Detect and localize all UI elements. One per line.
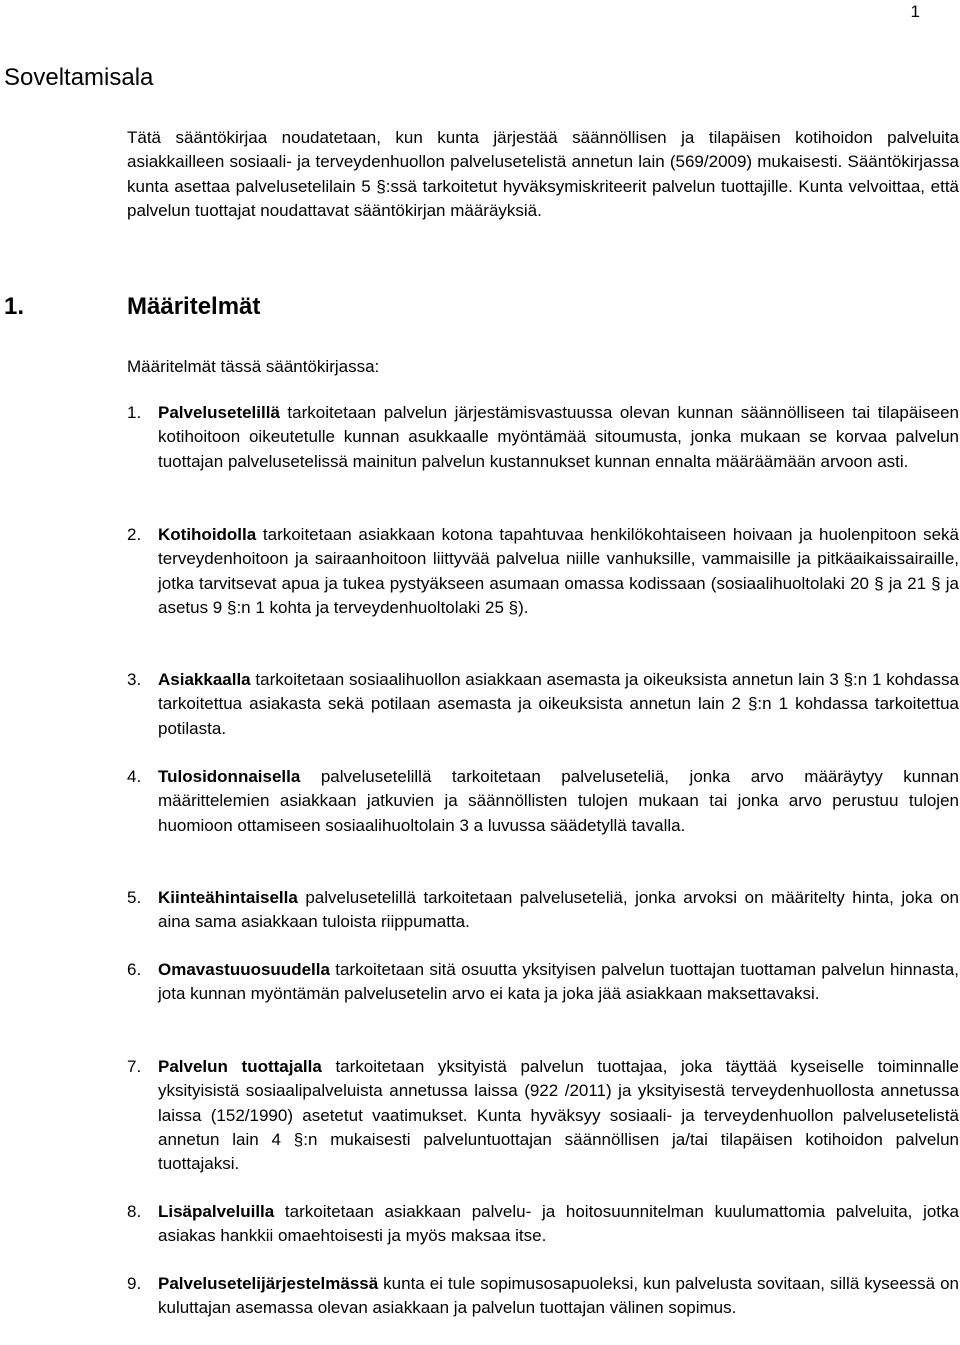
definition-term: Palvelun tuottajalla [158, 1057, 322, 1076]
section-title: Määritelmät [127, 293, 261, 320]
definition-term: Palvelusetelillä [158, 403, 280, 422]
definition-item [127, 958, 959, 1007]
definition-body [158, 958, 959, 1007]
definition-body [158, 1200, 959, 1249]
definition-number: 8. [127, 1202, 142, 1221]
definition-term: Palvelusetelijärjestelmässä [158, 1274, 379, 1293]
definition-item [127, 401, 959, 474]
definition-text: palvelusetelillä tarkoitetaan palveluseteliä, jonka arvoksi on määritelty hinta, joka on aina sama asiakkaan tuloista riippumatta. [158, 888, 959, 932]
definition-term: Omavastuuosuudella [158, 960, 330, 979]
definition-term: Kiinteähintaisella [158, 888, 298, 907]
definition-item [127, 1272, 959, 1321]
page-title: Soveltamisala [4, 64, 154, 91]
section-heading [4, 293, 260, 321]
definition-text: tarkoitetaan asiakkaan kotona tapahtuvaa henkilökohtaiseen hoivaan ja huolenpitoon sekä terveydenhoitoon ja sairaanhoitoon liittyvää palvelua niille vanhuksille, vammaisille ja pitkäaikaissairaille, jotka tarvitsevat apua ja tukea pystyäkseen asumaan omassa kodissaan (sosiaalihuoltolaki 20 § ja 21 § ja asetus 9 §:n 1 kohta ja terveydenhuoltolaki 25 §). [158, 525, 959, 617]
definition-item [127, 668, 959, 741]
definition-number: 2. [127, 525, 142, 544]
definition-text: palvelusetelillä tarkoitetaan palveluseteliä, jonka arvo määräytyy kunnan määrittelemien asiakkaan jatkuvien ja säännöllisten tulojen mukaan tai jonka arvo perustuu tulojen huomioon ottamiseen sosiaalihuoltolain 3 a luvussa säädetyllä tavalla. [158, 767, 959, 835]
definition-term: Tulosidonnaisella [158, 767, 301, 786]
definition-text: tarkoitetaan palvelun järjestämisvastuussa olevan kunnan säännölliseen tai tilapäiseen kotihoitoon oikeutetulle kunnan asukkaalle myöntämää sitoumusta, jonka mukaan se korvaa palvelun tuottajan palvelusetelissä mainitun palvelun kustannukset kunnan ennalta määräämään arvoon asti. [158, 403, 959, 471]
definition-term: Kotihoidolla [158, 525, 257, 544]
definition-item [127, 1055, 959, 1176]
definition-text: kunta ei tule sopimusosapuoleksi, kun palvelusta sovitaan, sillä kyseessä on kuluttajan asemassa olevan asiakkaan ja palvelun tuottajan välinen sopimus. [158, 1274, 959, 1318]
definition-body [158, 523, 959, 620]
definition-body [158, 1055, 959, 1176]
page-number: 1 [910, 2, 920, 21]
definition-body [158, 886, 959, 935]
definition-text: tarkoitetaan yksityistä palvelun tuottajaa, joka täyttää kyseiselle toiminnalle yksityisistä sosiaalipalveluista annetussa laissa (922 /2011) ja yksityisestä terveydenhuollosta annetussa laissa (152/1990) asetetut vaatimukset. Kunta hyväksyy sosiaali- ja terveydenhuollon palvelusetelistä annetun lain 4 §:n mukaisesti palveluntuottajan säännöllisen ja/tai tilapäisen kotihoidon palvelun tuottajaksi. [158, 1057, 959, 1174]
definition-text: tarkoitetaan asiakkaan palvelu- ja hoitosuunnitelman kuulumattomia palveluita, jotka asiakas hankkii omaehtoisesti ja myös maksaa itse. [158, 1202, 959, 1246]
definition-body [158, 765, 959, 838]
definition-number: 5. [127, 888, 142, 907]
intro-paragraph: Tätä sääntökirjaa noudatetaan, kun kunta järjestää säännöllisen ja tilapäisen kotihoidon palveluita asiakkailleen sosiaali- ja terveydenhuollon palvelusetelistä annetun lain (569/2009) mukaisesti. Sääntökirjassa kunta asettaa palvelusetelilain 5 §:ssä tarkoitetut hyväksymiskriteerit palvelun tuottajille. Kunta velvoittaa, että palvelun tuottajat noudattavat sääntökirjan määräyksiä. [127, 128, 959, 220]
definition-number: 1. [127, 403, 142, 422]
definition-number: 6. [127, 960, 142, 979]
definition-number: 7. [127, 1057, 142, 1076]
definition-body [158, 1272, 959, 1321]
definition-item [127, 765, 959, 838]
definition-body [158, 401, 959, 474]
definition-term: Asiakkaalla [158, 670, 251, 689]
definition-body [158, 668, 959, 741]
definition-number: 3. [127, 670, 142, 689]
section-subtitle: Määritelmät tässä sääntökirjassa: [127, 357, 380, 376]
definition-text: tarkoitetaan sitä osuutta yksityisen palvelun tuottajan tuottaman palvelun hinnasta, jota kunnan myöntämän palvelusetelin arvo ei kata ja joka jää asiakkaan maksettavaksi. [158, 960, 959, 1004]
definition-number: 4. [127, 767, 142, 786]
definition-item [127, 886, 959, 935]
definition-item [127, 523, 959, 620]
definition-term: Lisäpalveluilla [158, 1202, 275, 1221]
definition-text: tarkoitetaan sosiaalihuollon asiakkaan asemasta ja oikeuksista annetun lain 3 §:n 1 kohdassa tarkoitettua asiakasta sekä potilaan asemasta ja oikeuksista annetun lain 2 §:n 1 kohdassa tarkoitettua potilasta. [158, 670, 959, 738]
definition-item [127, 1200, 959, 1249]
section-number: 1. [4, 293, 25, 320]
definition-number: 9. [127, 1274, 142, 1293]
